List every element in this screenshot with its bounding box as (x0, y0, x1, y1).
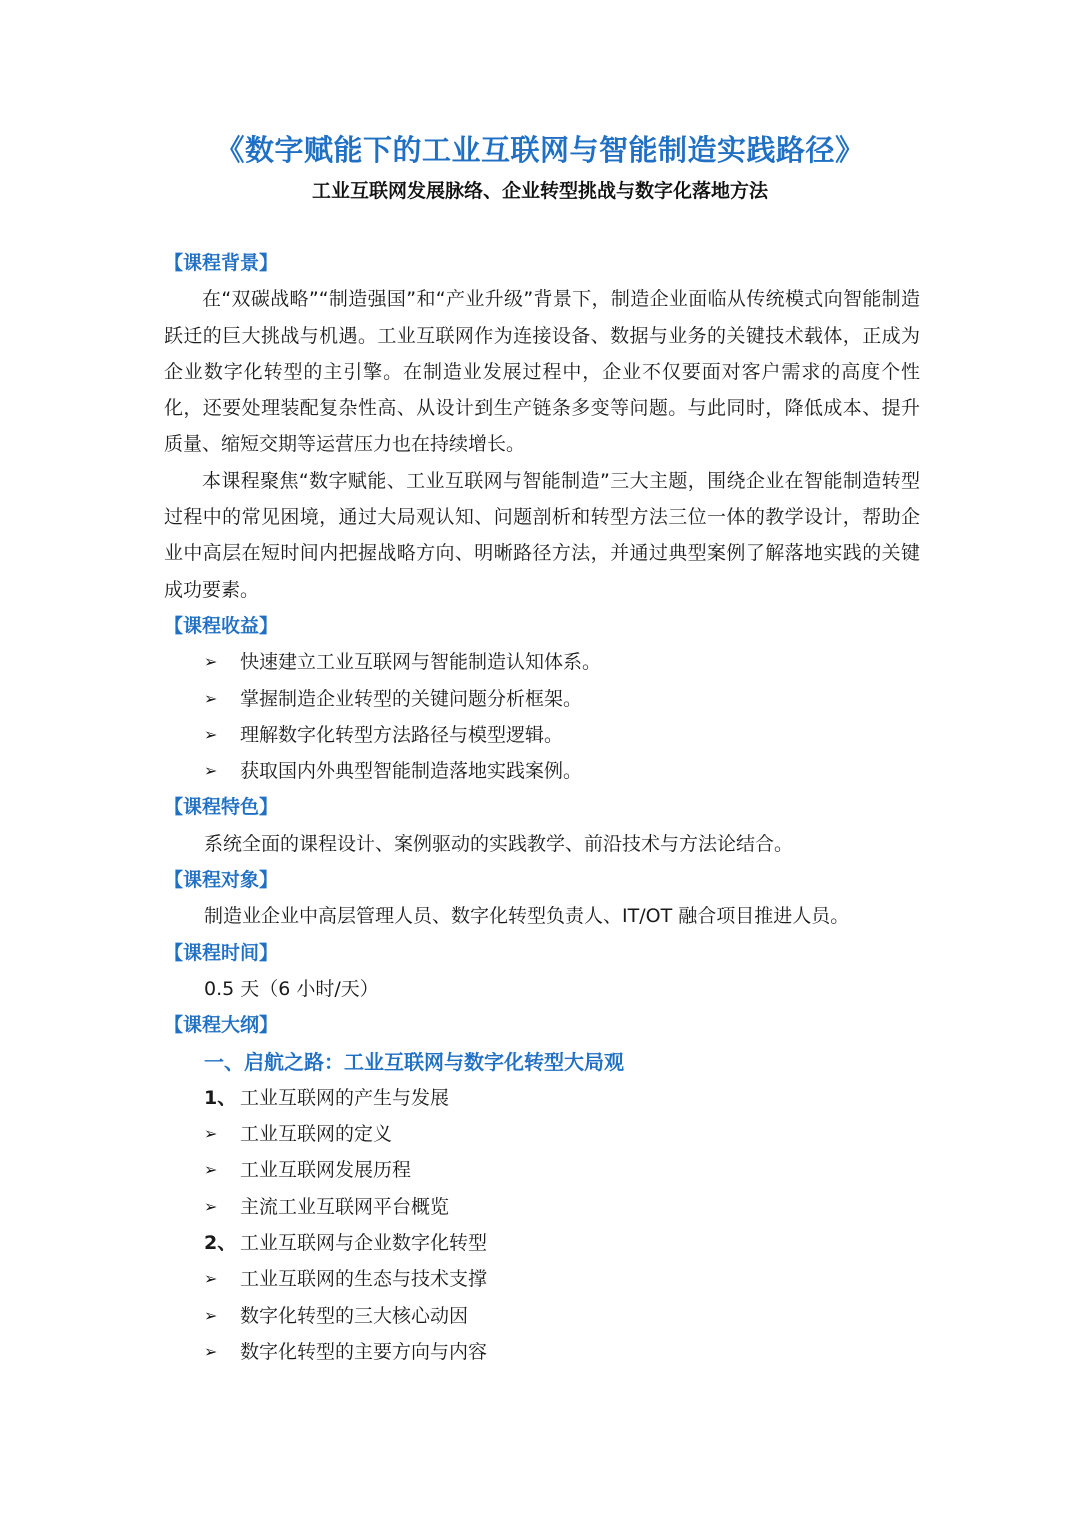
outline-item: 数字化转型的三大核心动因 (240, 1304, 469, 1327)
section-heading-benefits: 【课程收益】 (164, 614, 279, 637)
document-title: 《数字赋能下的工业互联网与智能制造实践路径》 (215, 133, 865, 167)
benefit-item: 获取国内外典型智能制造落地实践案例。 (240, 760, 583, 783)
benefit-item: 掌握制造企业转型的关键问题分析框架。 (240, 687, 583, 710)
outline-subsection-title: 工业互联网的产生与发展 (240, 1086, 450, 1109)
outline-subsection-1 (164, 1080, 920, 1116)
outline-part-1-title: 一、启航之路：工业互联网与数字化转型大局观 (204, 1049, 624, 1074)
section-heading-outline: 【课程大纲】 (164, 1014, 279, 1037)
arrow-bullet-icon: ➢ (204, 761, 218, 781)
outline-item: 数字化转型的主要方向与内容 (240, 1340, 488, 1363)
arrow-bullet-icon: ➢ (204, 1196, 218, 1216)
outline-item: 工业互联网的定义 (240, 1123, 393, 1146)
features-text: 系统全面的课程设计、案例驱动的实践教学、前沿技术与方法论结合。 (204, 832, 794, 855)
duration-text: 0.5 天（6 小时/天） (204, 977, 379, 1000)
audience-text: 制造业企业中高层管理人员、数字化转型负责人、IT/OT 融合项目推进人员。 (204, 905, 850, 928)
document-body (164, 245, 920, 1370)
section-heading-duration: 【课程时间】 (164, 941, 279, 964)
benefit-item: 理解数字化转型方法路径与模型逻辑。 (240, 723, 564, 746)
arrow-bullet-icon: ➢ (204, 652, 218, 672)
section-heading-audience: 【课程对象】 (164, 869, 279, 892)
arrow-bullet-icon: ➢ (204, 1124, 218, 1144)
list-item (164, 1152, 920, 1188)
list-item (164, 1261, 920, 1297)
list-item (164, 1189, 920, 1225)
list-item (164, 1116, 920, 1152)
arrow-bullet-icon: ➢ (204, 1341, 218, 1361)
outline-number: 1、 (204, 1086, 237, 1109)
arrow-bullet-icon: ➢ (204, 1160, 218, 1180)
list-item (164, 644, 920, 680)
background-paragraph-1: 在“双碳战略”“制造强国”和“产业升级”背景下，制造企业面临从传统模式向智能制造跃迁的巨大挑战与机遇。工业互联网作为连接设备、数据与业务的关键技术载体，正成为企业数字化转型的主引擎。在制造业发展过程中，企业不仅要面对客户需求的高度个性化，还要处理装配复杂性高、从设计到生产链条多变等问题。与此同时，降低成本、提升质量、缩短交期等运营压力也在持续增长。 (164, 288, 920, 456)
list-item (164, 1298, 920, 1334)
list-item (164, 717, 920, 753)
list-item (164, 1334, 920, 1370)
background-paragraph-2: 本课程聚焦“数字赋能、工业互联网与智能制造”三大主题，围绕企业在智能制造转型过程中的常见困境，通过大局观认知、问题剖析和转型方法三位一体的教学设计，帮助企业中高层在短时间内把握战略方向、明晰路径方法，并通过典型案例了解落地实践的关键成功要素。 (164, 469, 920, 601)
list-item (164, 753, 920, 789)
outline-number: 2、 (204, 1232, 237, 1255)
arrow-bullet-icon: ➢ (204, 1269, 218, 1289)
benefit-item: 快速建立工业互联网与智能制造认知体系。 (240, 651, 602, 674)
arrow-bullet-icon: ➢ (204, 724, 218, 744)
outline-subsection-title: 工业互联网与企业数字化转型 (240, 1232, 488, 1255)
arrow-bullet-icon: ➢ (204, 688, 218, 708)
section-heading-background: 【课程背景】 (164, 252, 279, 274)
arrow-bullet-icon: ➢ (204, 1305, 218, 1325)
document-subtitle: 工业互联网发展脉络、企业转型挑战与数字化落地方法 (311, 180, 768, 202)
outline-item: 工业互联网发展历程 (240, 1159, 412, 1182)
list-item (164, 681, 920, 717)
outline-subsection-2 (164, 1225, 920, 1261)
outline-item: 工业互联网的生态与技术支撑 (240, 1268, 488, 1291)
section-heading-features: 【课程特色】 (164, 796, 279, 819)
outline-item: 主流工业互联网平台概览 (240, 1195, 450, 1218)
